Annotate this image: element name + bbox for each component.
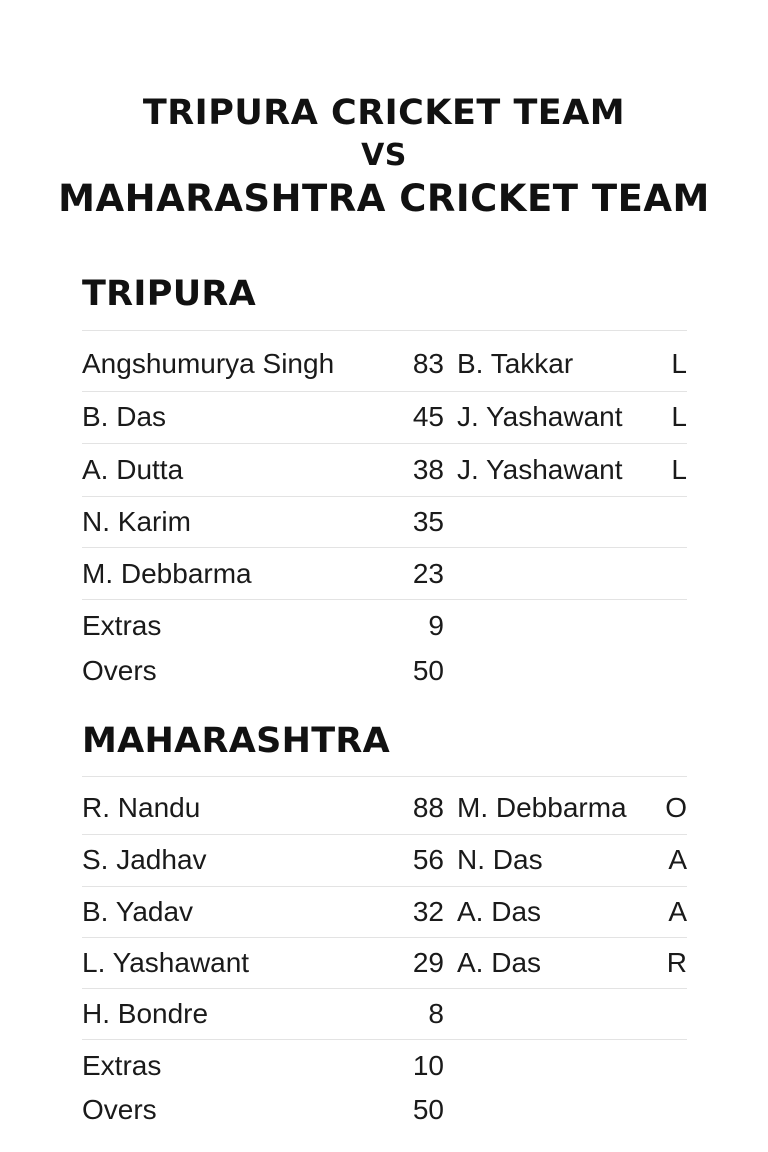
dismissal-code: O — [665, 792, 687, 823]
batter-name: N. Karim — [82, 506, 191, 537]
batting-row — [82, 444, 687, 496]
batter-name: S. Jadhav — [82, 844, 207, 875]
dismissal-code: R — [666, 947, 687, 978]
batter-runs: 32 — [412, 896, 444, 927]
batting-row — [82, 338, 687, 390]
match-title-vs: VS — [361, 138, 407, 173]
batter-name: B. Das — [82, 401, 167, 432]
overs-label: Overs — [82, 655, 157, 686]
batter-runs: 23 — [412, 558, 444, 589]
overs-row — [82, 1084, 687, 1136]
dismissal-code: A — [668, 844, 687, 875]
batting-row — [82, 988, 687, 1040]
batter-runs: 88 — [412, 792, 444, 823]
dismissal-code: A — [668, 896, 687, 927]
batting-row — [82, 782, 687, 834]
batter-name: R. Nandu — [82, 792, 201, 823]
batter-runs: 35 — [412, 506, 444, 537]
divider — [82, 776, 687, 777]
batting-row — [82, 496, 687, 548]
bowler-name: J. Yashawant — [457, 401, 623, 432]
extras-label: Extras — [82, 1050, 162, 1081]
batter-name: Angshumurya Singh — [82, 348, 335, 379]
batting-row — [82, 834, 687, 886]
batting-row — [82, 391, 687, 443]
bowler-name: M. Debbarma — [457, 792, 627, 823]
batter-runs: 8 — [428, 998, 444, 1029]
overs-value: 50 — [412, 655, 444, 686]
batter-name: L. Yashawant — [82, 947, 250, 978]
batter-name: B. Yadav — [82, 896, 194, 927]
batter-runs: 38 — [412, 454, 444, 485]
bowler-name: B. Takkar — [457, 348, 574, 379]
batter-runs: 56 — [412, 844, 444, 875]
dismissal-code: L — [671, 454, 687, 485]
bowler-name: J. Yashawant — [457, 454, 623, 485]
batter-name: H. Bondre — [82, 998, 209, 1029]
batter-runs: 83 — [412, 348, 444, 379]
overs-value: 50 — [412, 1094, 444, 1125]
batter-name: M. Debbarma — [82, 558, 252, 589]
match-title-line-1: TRIPURA CRICKET TEAM — [142, 93, 626, 133]
extras-label: Extras — [82, 610, 162, 641]
divider — [82, 330, 687, 331]
extras-value: 9 — [428, 610, 444, 641]
team-heading-maharashtra: MAHARASHTRA — [82, 721, 391, 761]
batter-name: A. Dutta — [82, 454, 184, 485]
overs-row — [82, 645, 687, 697]
extras-value: 10 — [412, 1050, 444, 1081]
batting-row — [82, 548, 687, 600]
bowler-name: A. Das — [457, 947, 542, 978]
dismissal-code: L — [671, 348, 687, 379]
batting-row — [82, 886, 687, 938]
team-heading-tripura: TRIPURA — [82, 274, 257, 314]
overs-label: Overs — [82, 1094, 157, 1125]
dismissal-code: L — [671, 401, 687, 432]
batter-runs: 29 — [412, 947, 444, 978]
bowler-name: N. Das — [457, 844, 543, 875]
batter-runs: 45 — [412, 401, 444, 432]
batting-row — [82, 937, 687, 989]
match-title-line-2: MAHARASHTRA CRICKET TEAM — [58, 177, 710, 220]
bowler-name: A. Das — [457, 896, 542, 927]
